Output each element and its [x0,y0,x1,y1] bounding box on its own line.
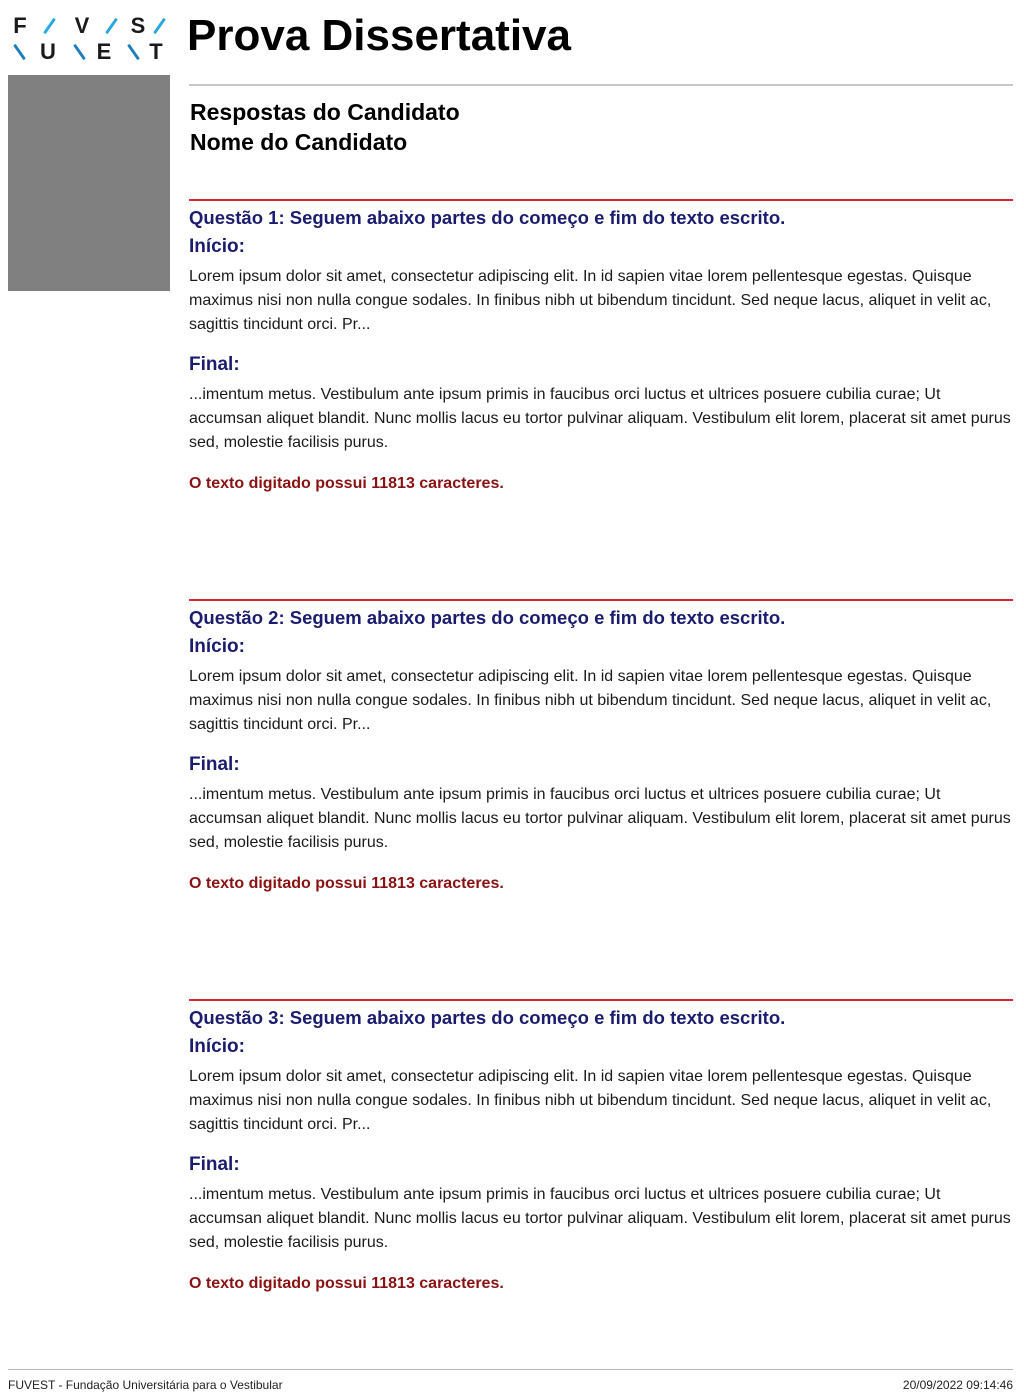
logo-letter-f: F [13,13,27,38]
end-text: ...imentum metus. Vestibulum ante ipsum primis in faucibus orci luctus et ultrices posuere cubilia curae; Ut accumsan aliquet blandit. Nunc mollis lacus eu tortor pulvinar aliquam. Vestibulum elit lorem, placerat sit amet purus sed, molestie facilisis purus. [189,786,1011,851]
start-label: Início: [189,1036,245,1057]
end-label: Final: [189,1154,240,1175]
start-label: Início: [189,636,245,657]
end-text: ...imentum metus. Vestibulum ante ipsum primis in faucibus orci luctus et ultrices posuere cubilia curae; Ut accumsan aliquet blandit. Nunc mollis lacus eu tortor pulvinar aliquam. Vestibulum elit lorem, placerat sit amet purus sed, molestie facilisis purus. [189,1186,1011,1251]
question-title: Questão 1: Seguem abaixo partes do começo e fim do texto escrito. [189,207,786,228]
logo-backslash-icon [73,44,86,60]
logo-letter-v: V [74,13,90,38]
footer-datetime: 20/09/2022 09:14:46 [902,1378,1013,1392]
question-2 [189,599,1013,895]
page-title: Prova Dissertativa [187,11,571,60]
start-text: Lorem ipsum dolor sit amet, consectetur adipiscing elit. In id sapien vitae lorem pellentesque egestas. Quisque maximus nisi non nulla congue sodales. In finibus nibh ut bibendum tincidunt. Sed neque lacus, aliquet in velit ac, sagittis tincidunt orci. Pr... [189,268,992,333]
logo-backslash-icon [127,44,140,60]
fuvest-logo [12,14,166,66]
logo-slash-icon [153,18,166,34]
question-1 [189,199,1013,495]
logo-row-top [12,14,166,38]
candidate-photo-placeholder [8,75,170,291]
question-divider [189,199,1013,201]
end-label: Final: [189,354,240,375]
logo-letter-e: E [96,39,112,64]
logo-letter-t: T [149,39,163,64]
logo-letter-s: S [130,13,146,38]
logo-backslash-icon [13,44,26,60]
candidate-heading: Respostas do Candidato [190,99,460,125]
candidate-block [190,97,460,157]
title-divider [189,84,1013,86]
start-text: Lorem ipsum dolor sit amet, consectetur adipiscing elit. In id sapien vitae lorem pellentesque egestas. Quisque maximus nisi non nulla congue sodales. In finibus nibh ut bibendum tincidunt. Sed neque lacus, aliquet in velit ac, sagittis tincidunt orci. Pr... [189,1068,992,1133]
question-divider [189,999,1013,1001]
logo-slash-icon [105,18,118,34]
logo-letter-u: U [40,39,56,64]
character-count: O texto digitado possui 11813 caracteres. [189,875,504,892]
footer-organization: FUVEST - Fundação Universitária para o Vestibular [8,1378,283,1392]
character-count: O texto digitado possui 11813 caracteres. [189,475,504,492]
question-title: Questão 3: Seguem abaixo partes do começo e fim do texto escrito. [189,1007,786,1028]
end-label: Final: [189,754,240,775]
question-title: Questão 2: Seguem abaixo partes do começo e fim do texto escrito. [189,607,786,628]
character-count: O texto digitado possui 11813 caracteres. [189,1275,504,1292]
question-3 [189,999,1013,1295]
footer-divider [8,1369,1013,1370]
start-label: Início: [189,236,245,257]
candidate-name: Nome do Candidato [190,129,408,155]
logo-slash-icon [43,18,56,34]
start-text: Lorem ipsum dolor sit amet, consectetur adipiscing elit. In id sapien vitae lorem pellentesque egestas. Quisque maximus nisi non nulla congue sodales. In finibus nibh ut bibendum tincidunt. Sed neque lacus, aliquet in velit ac, sagittis tincidunt orci. Pr... [189,668,992,733]
question-divider [189,599,1013,601]
logo-row-bottom [12,40,166,64]
end-text: ...imentum metus. Vestibulum ante ipsum primis in faucibus orci luctus et ultrices posuere cubilia curae; Ut accumsan aliquet blandit. Nunc mollis lacus eu tortor pulvinar aliquam. Vestibulum elit lorem, placerat sit amet purus sed, molestie facilisis purus. [189,386,1011,451]
